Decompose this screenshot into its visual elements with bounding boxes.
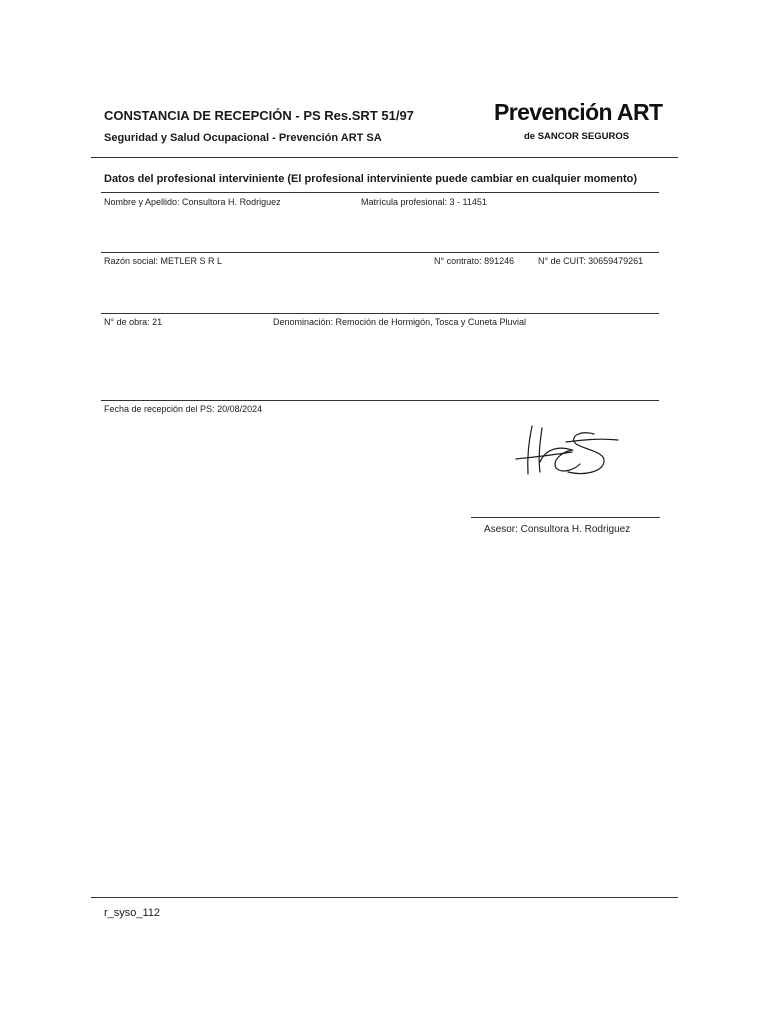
work-number: N° de obra: 21 [104, 317, 163, 327]
work-denomination: Denominación: Remoción de Hormigón, Tosca y Cuneta Pluvial [273, 317, 526, 327]
row-divider-3 [101, 400, 659, 401]
professional-license: Matrícula profesional: 3 - 11451 [361, 197, 487, 207]
cuit-number: N° de CUIT: 30659479261 [538, 256, 644, 266]
signature-line [471, 517, 660, 518]
section-title: Datos del profesional interviniente (El profesional interviniente puede cambiar en cualquier momento) [104, 173, 637, 185]
document-subtitle: Seguridad y Salud Ocupacional - Prevención ART SA [104, 132, 382, 144]
company-name: Razón social: METLER S R L [104, 256, 223, 266]
document-title: CONSTANCIA DE RECEPCIÓN - PS Res.SRT 51/97 [104, 108, 414, 123]
row-divider-1 [101, 252, 659, 253]
professional-name: Nombre y Apellido: Consultora H. Rodriguez [104, 197, 281, 207]
contract-number: N° contrato: 891246 [434, 256, 515, 266]
advisor-name: Asesor: Consultora H. Rodriguez [484, 524, 631, 535]
handwritten-signature [510, 422, 622, 480]
footer-divider [91, 897, 678, 898]
logo-main-text: Prevención ART [494, 99, 663, 125]
row-divider-2 [101, 313, 659, 314]
header-divider [91, 157, 678, 158]
logo-sub-text: de SANCOR SEGUROS [524, 131, 630, 142]
reception-date: Fecha de recepción del PS: 20/08/2024 [104, 404, 263, 414]
document-code: r_syso_112 [104, 907, 161, 919]
section-divider [101, 192, 659, 193]
